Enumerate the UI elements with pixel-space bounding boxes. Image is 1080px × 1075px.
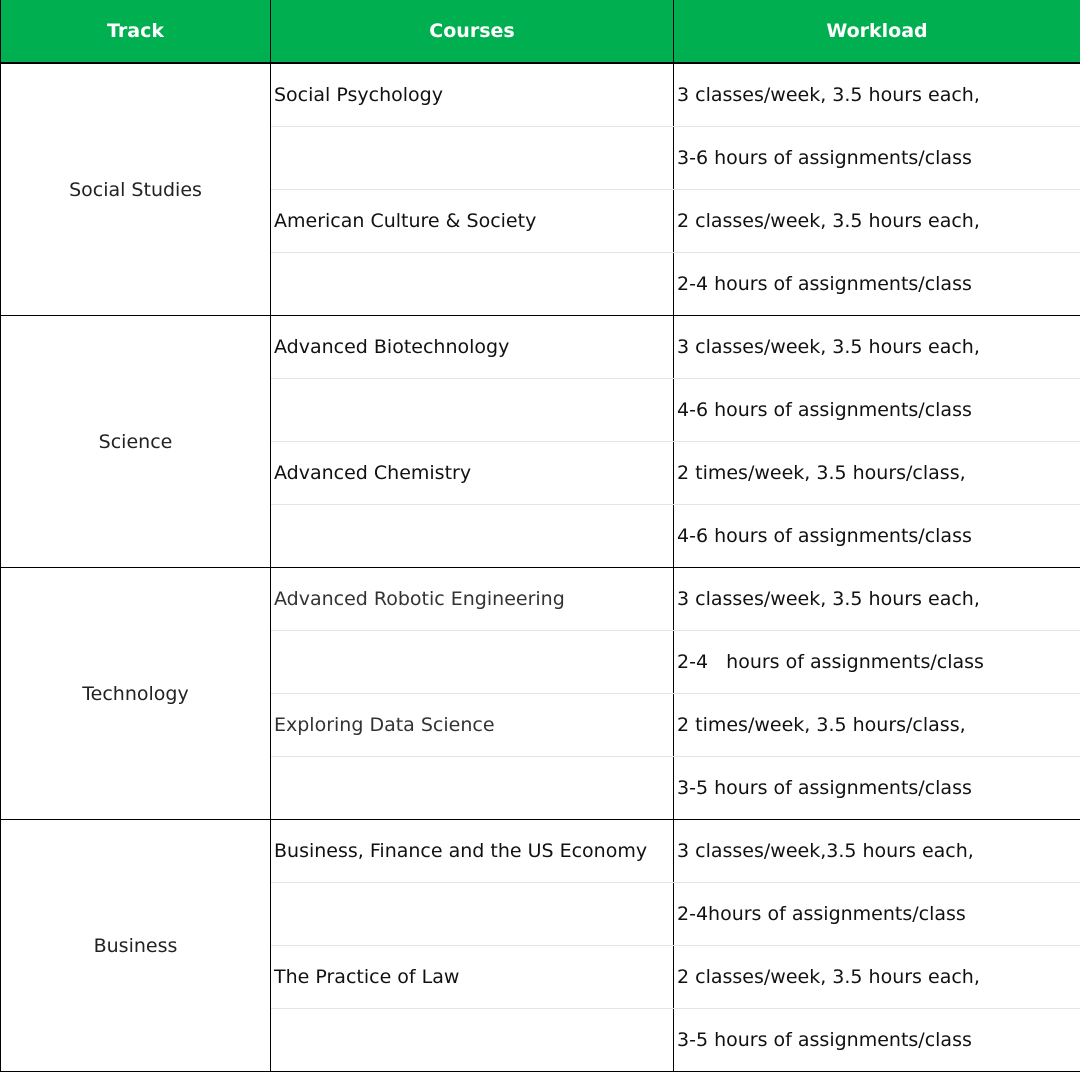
workload-cell: 3 classes/week, 3.5 hours each, — [674, 568, 1080, 631]
course-cell — [271, 757, 674, 820]
course-cell: Advanced Biotechnology — [271, 316, 674, 379]
course-cell — [271, 379, 674, 442]
course-cell: Social Psychology — [271, 63, 674, 127]
course-cell — [271, 127, 674, 190]
header-row — [1, 0, 1080, 63]
workload-cell: 2-4hours of assignments/class — [674, 883, 1080, 946]
course-cell — [271, 505, 674, 568]
workload-cell: 3-5 hours of assignments/class — [674, 757, 1080, 820]
track-cell: Science — [1, 316, 271, 568]
course-cell — [271, 253, 674, 316]
course-cell: Exploring Data Science — [271, 694, 674, 757]
workload-cell: 4-6 hours of assignments/class — [674, 379, 1080, 442]
course-cell: Advanced Chemistry — [271, 442, 674, 505]
header-workload: Workload — [674, 0, 1080, 63]
workload-cell: 2-4 hours of assignments/class — [674, 253, 1080, 316]
workload-cell: 2 classes/week, 3.5 hours each, — [674, 946, 1080, 1009]
table-row — [1, 820, 1080, 883]
course-cell: Advanced Robotic Engineering — [271, 568, 674, 631]
workload-cell: 3-5 hours of assignments/class — [674, 1009, 1080, 1072]
workload-cell: 4-6 hours of assignments/class — [674, 505, 1080, 568]
track-cell: Technology — [1, 568, 271, 820]
workload-cell: 2 classes/week, 3.5 hours each, — [674, 190, 1080, 253]
workload-cell: 2 times/week, 3.5 hours/class, — [674, 694, 1080, 757]
course-cell: The Practice of Law — [271, 946, 674, 1009]
table-row — [1, 63, 1080, 127]
course-cell — [271, 631, 674, 694]
header-track: Track — [1, 0, 271, 63]
workload-cell: 3-6 hours of assignments/class — [674, 127, 1080, 190]
workload-cell: 3 classes/week, 3.5 hours each, — [674, 63, 1080, 127]
workload-cell: 2 times/week, 3.5 hours/class, — [674, 442, 1080, 505]
course-cell — [271, 883, 674, 946]
course-cell: Business, Finance and the US Economy — [271, 820, 674, 883]
track-cell: Social Studies — [1, 63, 271, 316]
table-row — [1, 568, 1080, 631]
workload-cell: 3 classes/week, 3.5 hours each, — [674, 316, 1080, 379]
course-cell: American Culture & Society — [271, 190, 674, 253]
workload-cell: 2-4 hours of assignments/class — [674, 631, 1080, 694]
course-cell — [271, 1009, 674, 1072]
table-row — [1, 316, 1080, 379]
workload-cell: 3 classes/week,3.5 hours each, — [674, 820, 1080, 883]
header-courses: Courses — [271, 0, 674, 63]
track-cell: Business — [1, 820, 271, 1072]
